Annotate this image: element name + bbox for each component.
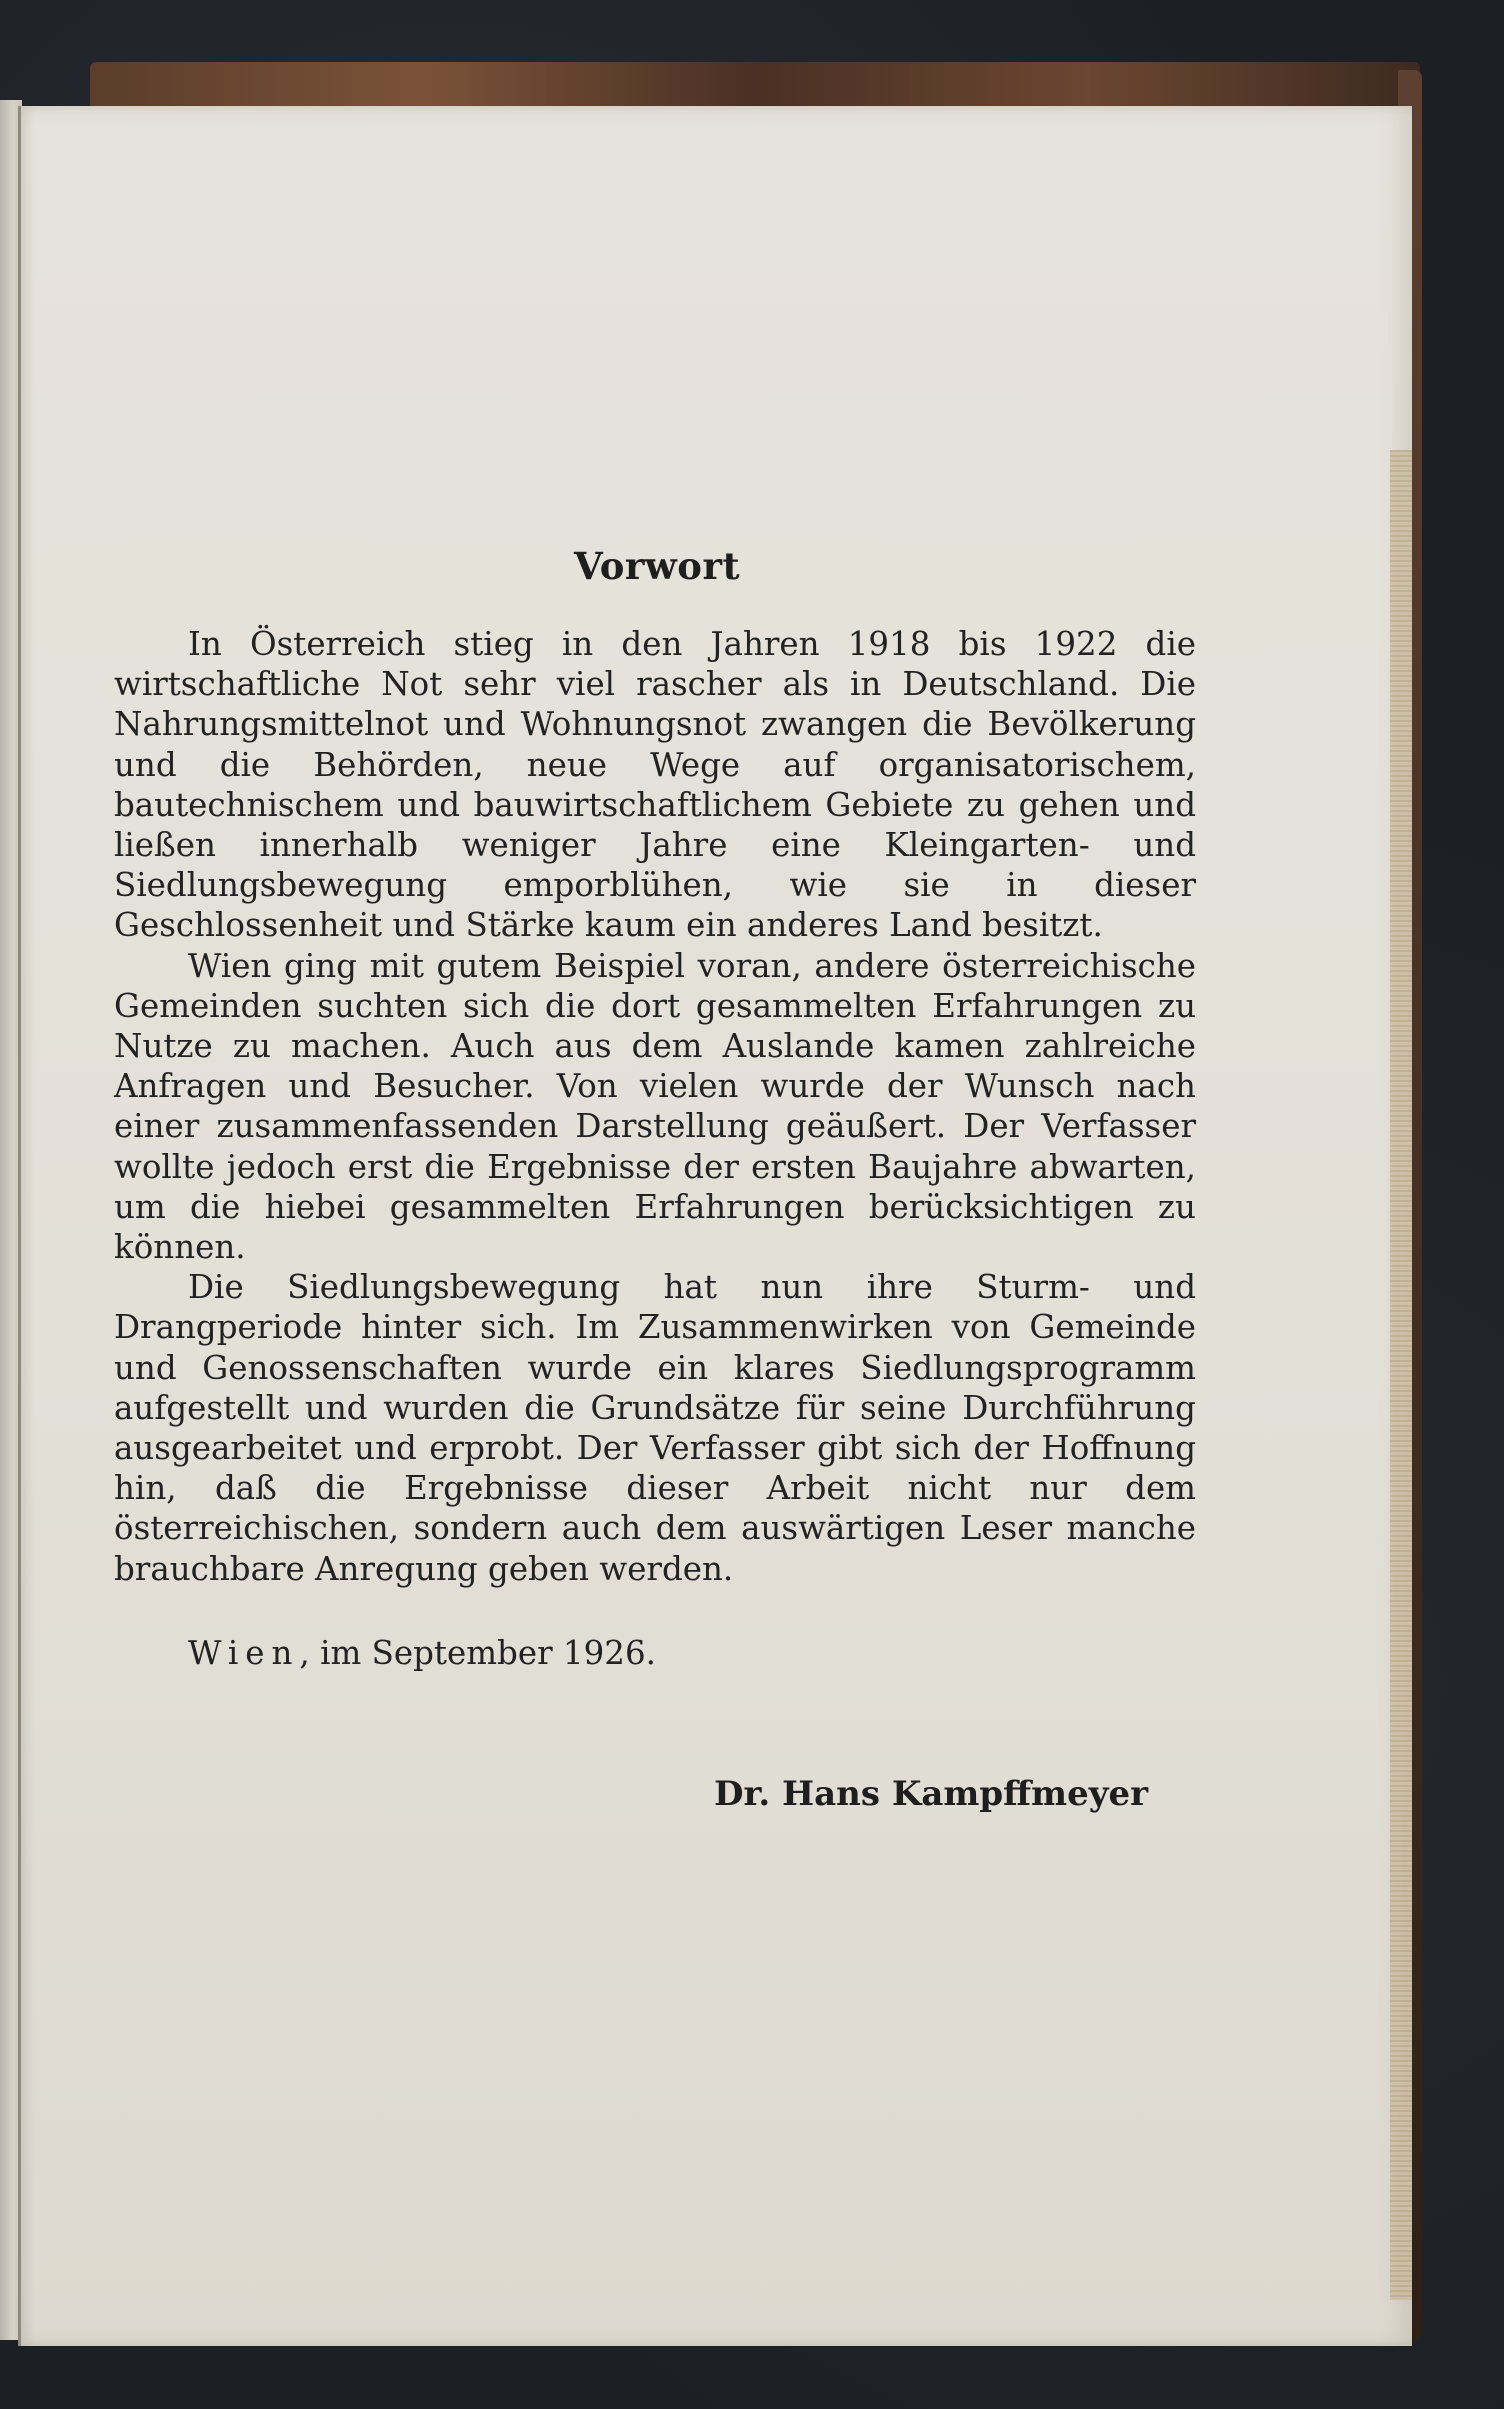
- paragraph: Die Siedlungsbewegung hat nun ihre Sturm- und Drangperiode hinter sich. Im Zusammenwirken von Gemeinde und Genossenschaften wurde ein klares Siedlungsprogramm aufgestellt und wurden die Grundsätze für seine Durchführung ausgearbeitet und erprobt. Der Verfasser gibt sich der Hoffnung hin, daß die Ergebnisse dieser Arbeit nicht nur dem österreichischen, sondern auch dem auswärtigen Leser manche brauchbare Anregung geben werden.: [114, 1268, 1196, 1588]
- page-title: Vorwort: [573, 544, 741, 588]
- dateline: [188, 1634, 656, 1672]
- show-through-text: [110, 270, 1260, 271]
- author-signature: Dr. Hans Kampffmeyer: [714, 1774, 1148, 1814]
- page-stack-edge: [1390, 450, 1412, 2300]
- preface-body: [114, 624, 1196, 1589]
- dateline-place: Wien: [188, 1634, 300, 1672]
- gutter-line: [18, 106, 21, 2346]
- paragraph: Wien ging mit gutem Beispiel voran, andere österreichische Gemeinden suchten sich die dort gesammelten Erfahrungen zu Nutze zu machen. Auch aus dem Auslande kamen zahlreiche Anfragen und Besucher. Von vielen wurde der Wunsch nach einer zusammenfassenden Darstellung geäußert. Der Verfasser wollte jedoch erst die Ergebnisse der ersten Baujahre abwarten, um die hiebei gesammelten Erfahrungen berücksichtigen zu können.: [114, 946, 1196, 1267]
- dateline-date: , im September 1926.: [299, 1634, 656, 1672]
- paragraph: In Österreich stieg in den Jahren 1918 bis 1922 die wirtschaftliche Not sehr viel rascher als in Deutschland. Die Nahrungsmittelnot und Wohnungsnot zwangen die Bevölkerung und die Behörden, neue Wege auf organisatorischem, bautechnischem und bauwirtschaftlichem Gebiete zu gehen und ließen innerhalb weniger Jahre eine Kleingarten- und Siedlungsbewegung emporblühen, wie sie in dieser Geschlossenheit und Stärke kaum ein anderes Land besitzt.: [114, 625, 1196, 945]
